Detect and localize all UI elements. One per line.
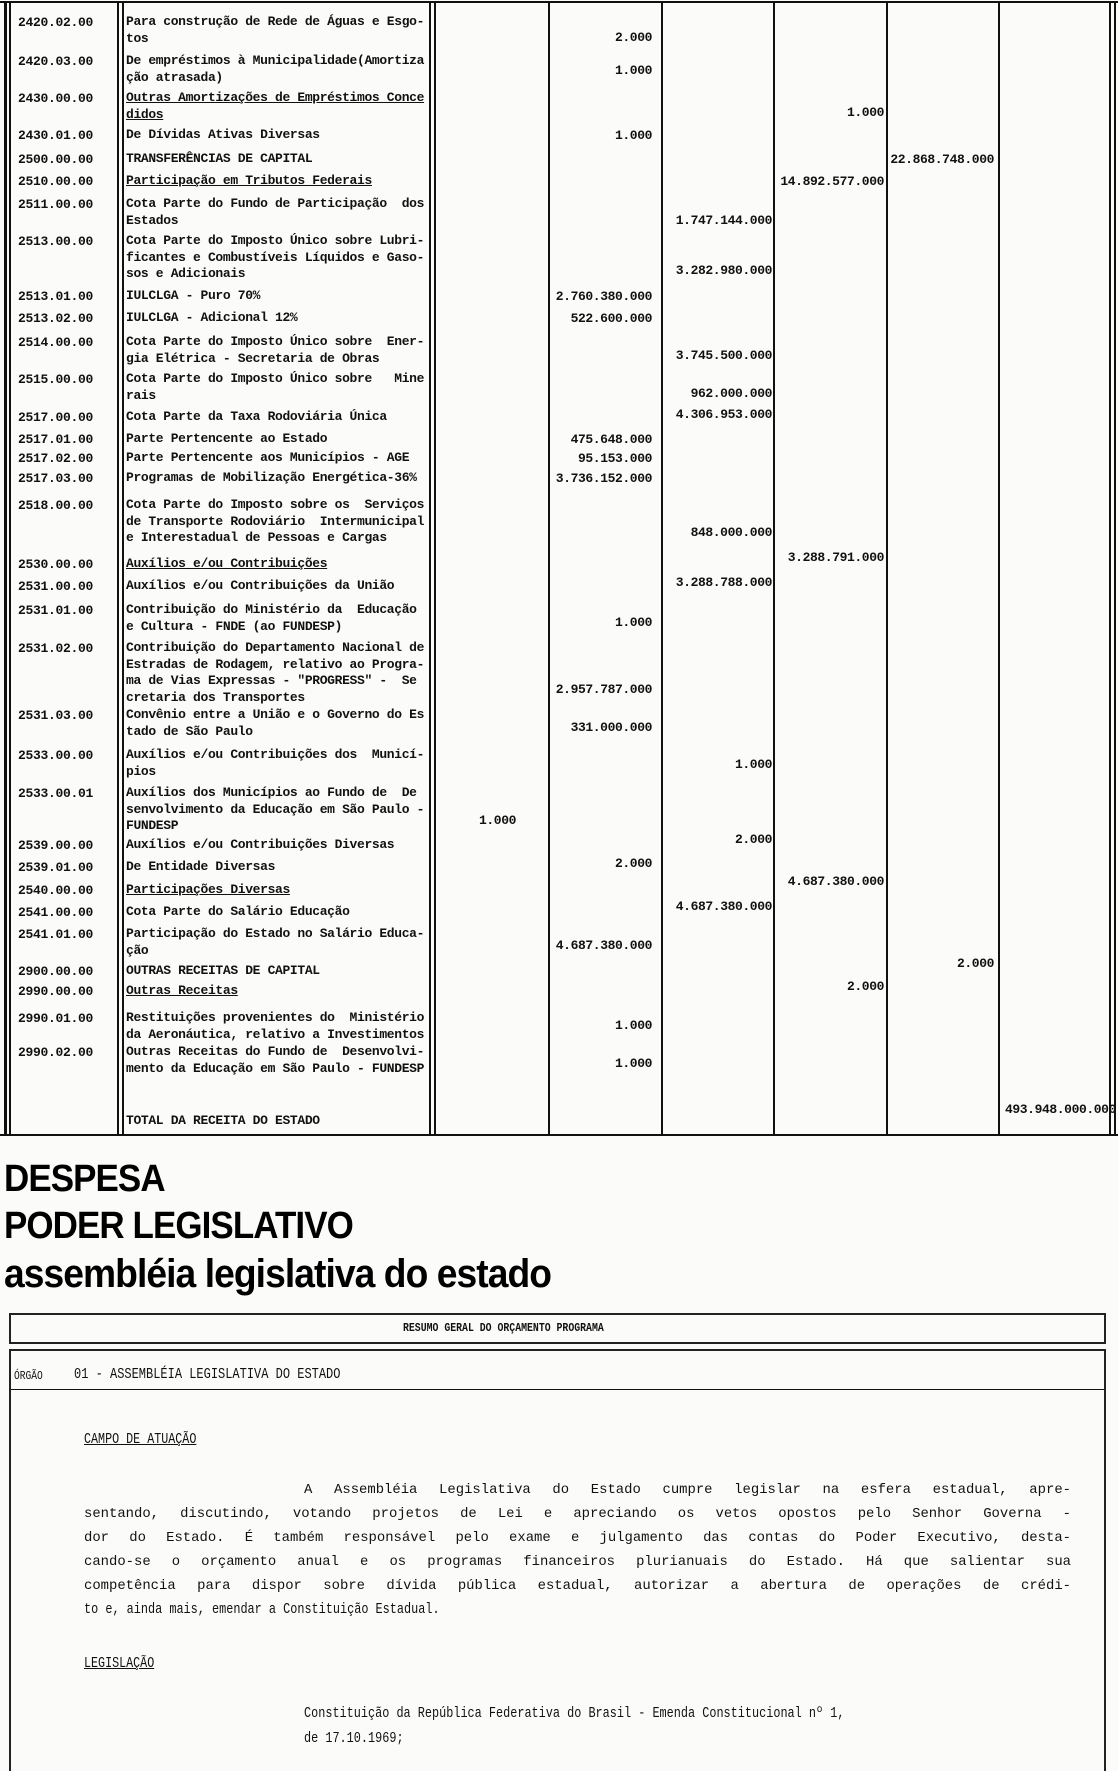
row-code: 2990.00.00 (18, 984, 94, 999)
row-value: 4.687.380.000 (675, 899, 772, 914)
description-line: De Entidade Diversas (126, 859, 276, 874)
row-value: 3.282.980.000 (675, 263, 772, 278)
description-line: Participações Diversas (126, 882, 290, 897)
row-code: 2511.00.00 (18, 197, 94, 212)
orgao-label: ÓRGÃO (14, 1369, 43, 1383)
legislacao-item-cont: de 17.10.1969; (304, 1730, 404, 1747)
row-code: 2420.03.00 (18, 54, 94, 69)
description-line: Restituições provenientes do Ministério (126, 1010, 425, 1025)
row-description (126, 837, 431, 854)
description-line: Participação em Tributos Federais (126, 173, 372, 188)
row-code: 2518.00.00 (18, 498, 94, 513)
description-line: TOTAL DA RECEITA DO ESTADO (126, 1113, 320, 1128)
paragraph-line: A Assembléia Legislativa do Estado cumpre legislar na esfera estadual, apre- (304, 1482, 1071, 1498)
row-value: 1.000 (734, 757, 772, 772)
resumo-title: RESUMO GERAL DO ORÇAMENTO PROGRAMA (403, 1321, 604, 1335)
row-value: 1.000 (614, 1056, 652, 1071)
paragraph-line: dor do Estado. É também responsável pelo exame e julgamento das contas do Poder Executivo, desta- (84, 1530, 1071, 1546)
row-description (126, 556, 431, 573)
row-value: 2.957.787.000 (555, 682, 652, 697)
row-code: 2430.01.00 (18, 128, 94, 143)
description-line: Auxílios e/ou Contribuições (126, 556, 328, 571)
description-line: ficantes e Combustíveis Líquidos e Gaso- (126, 249, 425, 265)
description-line: Outras Receitas (126, 983, 238, 998)
row-description (126, 602, 431, 635)
row-value: 1.000 (614, 63, 652, 78)
paragraph-line: sentando, discutindo, votando projetos de Lei e apreciando os vetos opostos pelo Senhor Governa - (84, 1506, 1071, 1522)
row-code: 2541.00.00 (18, 905, 94, 920)
row-value: 3.288.791.000 (787, 550, 884, 565)
heading-assembleia: assembléia legislativa do estado (4, 1252, 552, 1296)
description-line: didos (126, 106, 164, 122)
legislacao-title: LEGISLAÇÃO (84, 1655, 155, 1672)
description-line: Cota Parte do Imposto sobre os Serviços (126, 497, 425, 512)
row-value: 3.736.152.000 (555, 471, 652, 486)
description-line: senvolvimento da Educação em São Paulo - (126, 801, 425, 817)
row-description (126, 963, 431, 980)
description-line: Outras Amortizações de Empréstimos Conce (126, 90, 425, 105)
row-code: 2530.00.00 (18, 557, 94, 572)
row-code: 2517.01.00 (18, 432, 94, 447)
row-description (126, 409, 431, 426)
heading-despesa: DESPESA (4, 1158, 165, 1200)
description-line: Parte Pertencente ao Estado (126, 431, 328, 446)
row-description (126, 1044, 431, 1077)
row-code: 2513.01.00 (18, 289, 94, 304)
row-description (126, 926, 431, 959)
orgao-value: 01 - ASSEMBLÉIA LEGISLATIVA DO ESTADO (74, 1366, 341, 1383)
row-description (126, 859, 431, 876)
description-line: Auxílios e/ou Contribuições da União (126, 578, 395, 593)
row-code: 2900.00.00 (18, 964, 94, 979)
column-divider (548, 2, 550, 1134)
description-line: Estradas de Rodagem, relativo ao Progra- (126, 656, 425, 672)
row-value: 1.000 (478, 813, 516, 828)
row-code: 2531.00.00 (18, 579, 94, 594)
description-line: Cota Parte do Imposto Único sobre Lubri- (126, 233, 425, 248)
row-code: 2420.02.00 (18, 15, 94, 30)
row-code: 2531.01.00 (18, 603, 94, 618)
orgao-divider (11, 1389, 1104, 1390)
description-line: Cota Parte do Salário Educação (126, 904, 350, 919)
row-description (126, 747, 431, 780)
description-line: ção atrasada) (126, 69, 223, 85)
description-line: tado de São Paulo (126, 723, 253, 739)
row-description (126, 334, 431, 367)
description-line: IULCLGA - Puro 70% (126, 288, 261, 303)
row-code: 2513.00.00 (18, 234, 94, 249)
table-left-border-inner (9, 2, 11, 1134)
row-code: 2517.02.00 (18, 451, 94, 466)
row-description (126, 14, 431, 47)
description-line: De empréstimos à Municipalidade(Amortiza (126, 53, 425, 68)
row-value: 331.000.000 (570, 720, 652, 735)
resumo-title-box (9, 1313, 1106, 1344)
row-code: 2513.02.00 (18, 311, 94, 326)
column-divider (122, 2, 124, 1134)
description-line: gia Elétrica - Secretaria de Obras (126, 350, 380, 366)
table-right-border-outer (1114, 2, 1116, 1134)
row-value: 14.892.577.000 (780, 174, 884, 189)
row-value: 2.000 (614, 30, 652, 45)
table-top-border (0, 1, 1118, 3)
row-value: 4.687.380.000 (555, 938, 652, 953)
row-value: 2.000 (614, 856, 652, 871)
row-description (126, 640, 431, 706)
description-line: Estados (126, 212, 179, 228)
row-code: 2517.00.00 (18, 410, 94, 425)
description-line: Parte Pertencente aos Municípios - AGE (126, 450, 410, 465)
campo-atuacao-title: CAMPO DE ATUAÇÃO (84, 1431, 197, 1448)
description-line: ção (126, 942, 149, 958)
row-description (126, 578, 431, 595)
row-value: 962.000.000 (690, 386, 772, 401)
description-line: Cota Parte do Imposto Único sobre Mine (126, 371, 425, 386)
description-line: Programas de Mobilização Energética-36% (126, 470, 417, 485)
row-code: 2539.01.00 (18, 860, 94, 875)
row-value: 22.868.748.000 (890, 152, 994, 167)
row-code: 2541.01.00 (18, 927, 94, 942)
row-value: 2.000 (846, 979, 884, 994)
table-left-border (4, 2, 7, 1134)
row-value: 95.153.000 (577, 451, 652, 466)
description-line: Auxílios e/ou Contribuições Diversas (126, 837, 395, 852)
row-code: 2430.00.00 (18, 91, 94, 106)
description-line: Cota Parte da Taxa Rodoviária Única (126, 409, 387, 424)
description-line: pios (126, 763, 156, 779)
row-description (126, 497, 431, 547)
paragraph-line: cando-se o orçamento anual e os programas financeiros plurianuais do Estado. Há que salientar sua (84, 1554, 1071, 1570)
row-value: 1.000 (614, 615, 652, 630)
legislacao-item: Constituição da República Federativa do Brasil - Emenda Constitucional nº 1, (304, 1705, 845, 1722)
row-value: 2.000 (956, 956, 994, 971)
row-description (126, 431, 431, 448)
row-description (126, 470, 431, 487)
row-value: 493.948.000.000 (1004, 1102, 1116, 1117)
row-value: 4.687.380.000 (787, 874, 884, 889)
row-description (126, 785, 431, 835)
description-line: IULCLGA - Adicional 12% (126, 310, 298, 325)
description-line: Cota Parte do Imposto Único sobre Ener- (126, 334, 425, 349)
row-code: 2531.02.00 (18, 641, 94, 656)
row-code: 2540.00.00 (18, 883, 94, 898)
description-line: e Interestadual de Pessoas e Cargas (126, 530, 387, 545)
description-line: sos e Adicionais (126, 266, 246, 281)
description-line: Outras Receitas do Fundo de Desenvolvi- (126, 1044, 425, 1059)
description-line: Cota Parte do Fundo de Participação dos (126, 196, 425, 211)
row-value: 1.000 (614, 1018, 652, 1033)
description-line: da Aeronáutica, relativo a Investimentos (126, 1026, 425, 1042)
description-line: de Transporte Rodoviário Intermunicipal (126, 513, 425, 529)
row-value: 3.745.500.000 (675, 348, 772, 363)
row-value: 1.000 (846, 105, 884, 120)
row-code: 2531.03.00 (18, 708, 94, 723)
row-value: 475.648.000 (570, 432, 652, 447)
row-value: 4.306.953.000 (675, 407, 772, 422)
row-code: 2990.02.00 (18, 1045, 94, 1060)
row-description (126, 233, 431, 283)
description-line: Convênio entre a União e o Governo do Es (126, 707, 425, 722)
row-code: 2539.00.00 (18, 838, 94, 853)
description-line: Contribuição do Departamento Nacional de (126, 640, 425, 655)
description-line: Participação do Estado no Salário Educa- (126, 926, 425, 941)
row-description (126, 310, 431, 327)
description-line: tos (126, 30, 149, 46)
row-code: 2500.00.00 (18, 152, 94, 167)
row-value: 522.600.000 (570, 311, 652, 326)
row-code: 2517.03.00 (18, 471, 94, 486)
table-right-border (1109, 2, 1111, 1134)
description-line: Auxílios e/ou Contribuições dos Municí- (126, 747, 425, 762)
description-line: FUNDESP (126, 818, 179, 833)
row-description (126, 707, 431, 740)
description-line: Auxílios dos Municípios ao Fundo de De (126, 785, 417, 800)
table-bottom-border (0, 1134, 1118, 1136)
row-description (126, 90, 431, 123)
row-code: 2533.00.01 (18, 786, 94, 801)
description-line: cretaria dos Transportes (126, 689, 305, 705)
row-code: 2514.00.00 (18, 335, 94, 350)
row-description (126, 983, 431, 1000)
column-divider (661, 2, 663, 1134)
row-description (126, 371, 431, 404)
row-description (126, 288, 431, 305)
row-description (126, 127, 431, 144)
description-line: e Cultura - FNDE (ao FUNDESP) (126, 618, 343, 634)
row-value: 1.747.144.000 (675, 213, 772, 228)
description-line: ma de Vias Expressas - "PROGRESS" - Se (126, 673, 417, 688)
row-value: 2.000 (734, 832, 772, 847)
row-description (126, 151, 431, 168)
row-description (126, 450, 431, 467)
description-line: mento da Educação em São Paulo - FUNDESP (126, 1060, 425, 1076)
column-divider (998, 2, 1000, 1134)
row-description (126, 196, 431, 229)
column-divider (434, 2, 436, 1134)
description-line: OUTRAS RECEITAS DE CAPITAL (126, 963, 320, 978)
row-value: 2.760.380.000 (555, 289, 652, 304)
row-description (126, 882, 431, 899)
row-value: 848.000.000 (690, 525, 772, 540)
row-description (126, 173, 431, 190)
row-description (126, 1010, 431, 1043)
row-value: 1.000 (614, 128, 652, 143)
paragraph-line: competência para dispor sobre dívida pública estadual, autorizar a abertura de operações de crédi- (84, 1578, 1071, 1594)
description-line: TRANSFERÊNCIAS DE CAPITAL (126, 151, 313, 166)
row-code: 2533.00.00 (18, 748, 94, 763)
description-line: Contribuição do Ministério da Educação (126, 602, 417, 617)
description-line: rais (126, 387, 156, 403)
row-description (126, 53, 431, 86)
row-code: 2990.01.00 (18, 1011, 94, 1026)
paragraph-line: to e, ainda mais, emendar a Constituição Estadual. (84, 1601, 440, 1618)
heading-poder-legislativo: PODER LEGISLATIVO (4, 1205, 353, 1247)
description-line: De Dívidas Ativas Diversas (126, 127, 320, 142)
column-divider (773, 2, 775, 1134)
row-value: 3.288.788.000 (675, 575, 772, 590)
row-description (126, 904, 431, 921)
row-code: 2515.00.00 (18, 372, 94, 387)
description-line: Para construção de Rede de Águas e Esgo- (126, 14, 425, 29)
row-description (126, 1113, 431, 1130)
row-code: 2510.00.00 (18, 174, 94, 189)
